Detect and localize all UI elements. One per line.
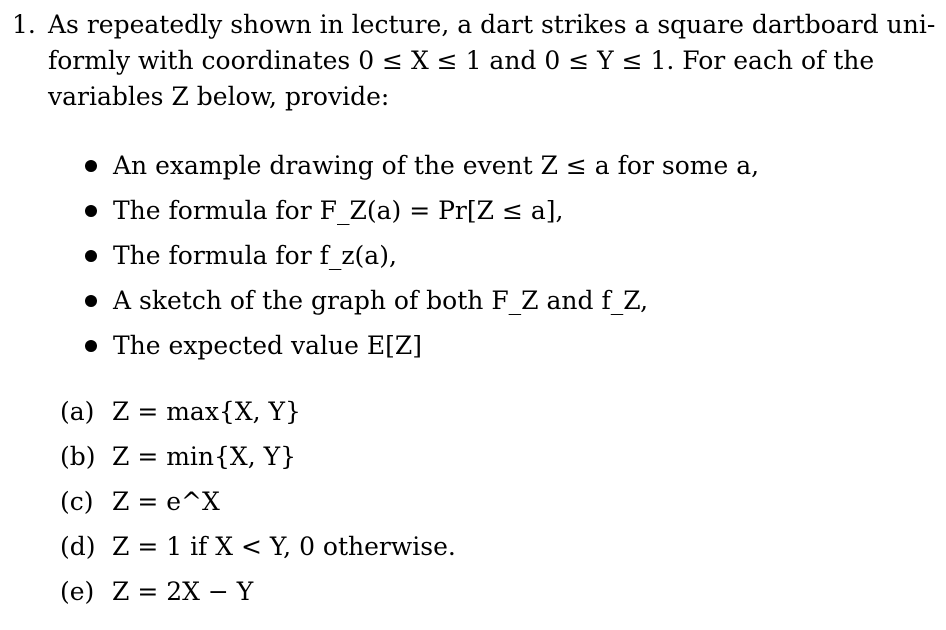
bullet-icon: [85, 160, 97, 172]
part-b-label-text: (b): [60, 442, 96, 471]
bullet-icon: [85, 340, 97, 352]
intro-line-3: [48, 82, 389, 112]
bullet-item-4-text: A sketch of the graph of both F_Z and f_Z,: [113, 286, 649, 315]
bullet-icon: [85, 205, 97, 217]
part-e-text: [112, 577, 253, 607]
part-c-label: [60, 487, 94, 517]
part-a-text: [112, 397, 301, 427]
part-d-formula: Z = 1 if X < Y, 0 otherwise.: [112, 532, 456, 561]
part-a-formula: Z = max{X, Y}: [112, 397, 301, 426]
part-e-formula: Z = 2X − Y: [112, 577, 254, 606]
bullet-item-1-text: An example drawing of the event Z ≤ a for some a,: [113, 151, 760, 180]
bullet-item-4: [113, 286, 648, 316]
bullet-item-2: [113, 196, 563, 226]
bullet-item-5-text: The expected value E[Z]: [113, 331, 422, 360]
part-d-text: [112, 532, 456, 562]
part-b-text: [112, 442, 296, 472]
problem-number: 1.: [12, 10, 36, 39]
intro-line-1: [48, 10, 935, 40]
bullet-item-1: [113, 151, 759, 181]
part-c-label-text: (c): [60, 487, 94, 516]
bullet-item-5: [113, 331, 422, 361]
bullet-icon: [85, 250, 97, 262]
bullet-item-3: [113, 241, 397, 271]
part-b-label: [60, 442, 96, 472]
part-c-text: [112, 487, 220, 517]
intro-line-2: [48, 46, 874, 76]
intro-line-1-text: As repeatedly shown in lecture, a dart strikes a square dartboard uni-: [48, 10, 936, 39]
intro-line-3-text: variables Z below, provide:: [48, 82, 390, 111]
part-a-label: [60, 397, 94, 427]
bullet-icon: [85, 295, 97, 307]
bullet-item-3-text: The formula for f_z(a),: [113, 241, 397, 270]
part-e-label: [60, 577, 94, 607]
part-e-label-text: (e): [60, 577, 95, 606]
part-b-formula: Z = min{X, Y}: [112, 442, 297, 471]
intro-line-2-text: formly with coordinates 0 ≤ X ≤ 1 and 0 ≤ Y ≤ 1. For each of the: [48, 46, 875, 75]
part-c-formula: Z = e^X: [112, 487, 220, 516]
bullet-item-2-text: The formula for F_Z(a) = Pr[Z ≤ a],: [113, 196, 564, 225]
part-a-label-text: (a): [60, 397, 95, 426]
part-d-label: [60, 532, 96, 562]
part-d-label-text: (d): [60, 532, 96, 561]
